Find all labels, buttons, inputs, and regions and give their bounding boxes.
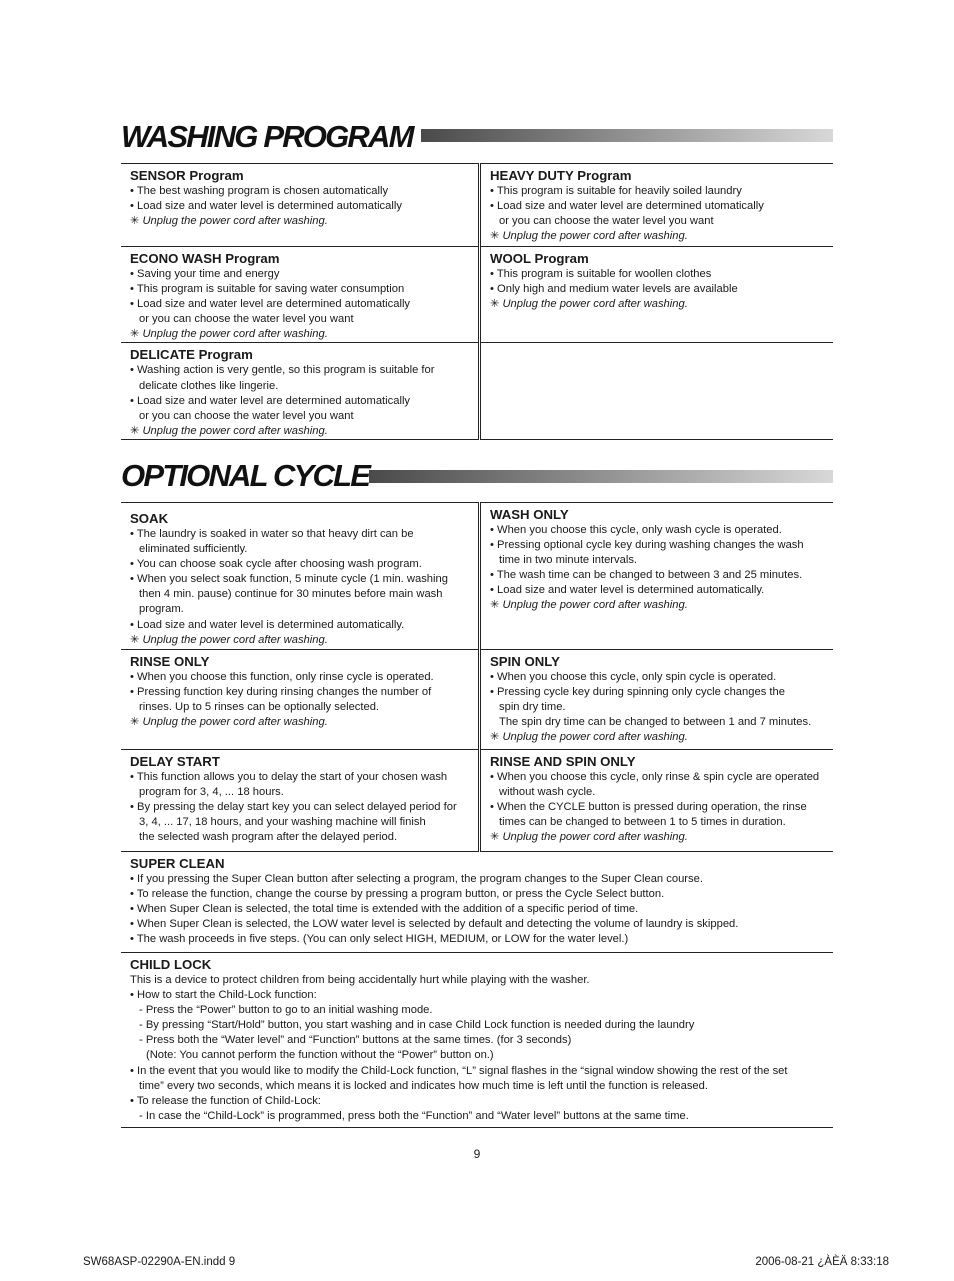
note-line: ✳ Unplug the power cord after washing. xyxy=(130,716,328,729)
optional-cycle-title: OPTIONAL CYCLE xyxy=(121,458,370,493)
note-line: ✳ Unplug the power cord after washing. xyxy=(130,424,328,437)
note-line: ✳ Unplug the power cord after washing. xyxy=(130,215,328,228)
footer-file-name: SW68ASP-02290A-EN.indd 9 xyxy=(83,1256,236,1268)
cell-title: ECONO WASH Program xyxy=(130,251,280,266)
text-line: • When you choose this cycle, only wash cycle is operated. xyxy=(490,524,782,536)
table-row xyxy=(121,650,833,750)
text-line: • Load size and water level are determined utomatically xyxy=(490,200,764,213)
note-line: ✳ Unplug the power cord after washing. xyxy=(490,731,688,744)
cell-title: HEAVY DUTY Program xyxy=(490,168,632,183)
text-line: • When Super Clean is selected, the total time is extended with the addition of a specific period of time. xyxy=(130,903,639,916)
text-line: • The wash proceeds in five steps. (You can only select HIGH, MEDIUM, or LOW for the water level.) xyxy=(130,933,629,946)
text-line: • Load size and water level is determined automatically. xyxy=(130,618,405,631)
program-cell xyxy=(121,164,480,247)
table-row xyxy=(121,503,833,650)
text-line: • This function allows you to delay the start of your chosen wash xyxy=(130,771,448,783)
text-line: • This program is suitable for heavily soiled laundry xyxy=(490,185,742,197)
text-line: • The laundry is soaked in water so that heavy dirt can be xyxy=(130,528,414,540)
cell-title: WOOL Program xyxy=(490,251,589,266)
text-line: • By pressing the delay start key you can select delayed period for xyxy=(130,801,457,814)
table-row xyxy=(121,750,833,852)
cycle-cell xyxy=(480,503,834,650)
cell-title: SENSOR Program xyxy=(130,168,244,183)
text-line: or you can choose the water level you want xyxy=(139,313,354,326)
text-line: • The wash time can be changed to between 3 and 25 minutes. xyxy=(490,569,803,582)
text-line: • Only high and medium water levels are available xyxy=(490,283,738,296)
text-line: time” every two seconds, which means it is locked and indicates how much time is left until the function is released. xyxy=(139,1079,708,1092)
cycle-cell xyxy=(121,650,480,750)
text-line: • You can choose soak cycle after choosing wash program. xyxy=(130,558,422,571)
text-line: • When the CYCLE button is pressed during operation, the rinse xyxy=(490,801,807,814)
cell-title: SOAK xyxy=(130,511,169,526)
text-line: • Pressing function key during rinsing changes the number of xyxy=(130,686,432,699)
child-lock-lines xyxy=(130,973,833,1124)
text-line: without wash cycle. xyxy=(499,786,596,799)
washing-program-header xyxy=(121,116,833,158)
cycle-cell xyxy=(480,650,834,750)
table-row xyxy=(121,247,833,343)
text-line: program. xyxy=(139,603,184,616)
super-clean-lines xyxy=(130,872,833,947)
text-line: • When you choose this cycle, only rinse & spin cycle are operated xyxy=(490,771,820,783)
note-line: ✳ Unplug the power cord after washing. xyxy=(490,230,688,243)
optional-cycle-table xyxy=(121,502,833,852)
text-line: • Pressing cycle key during spinning only cycle changes the xyxy=(490,686,785,699)
washing-program-table xyxy=(121,163,833,440)
text-line: • When you choose this cycle, only spin cycle is operated. xyxy=(490,671,777,683)
washing-program-title: WASHING PROGRAM xyxy=(121,119,413,154)
text-line: This is a device to protect children from being accidentally hurt while playing with the washer. xyxy=(130,974,590,986)
program-cell xyxy=(121,247,480,343)
note-line: ✳ Unplug the power cord after washing. xyxy=(130,328,328,341)
child-lock-section xyxy=(121,953,833,1128)
text-line: • The best washing program is chosen automatically xyxy=(130,185,389,197)
text-line: • How to start the Child-Lock function: xyxy=(130,989,317,1002)
program-cell xyxy=(480,164,834,247)
note-line: ✳ Unplug the power cord after washing. xyxy=(130,633,328,646)
cell-title: RINSE AND SPIN ONLY xyxy=(490,754,636,769)
text-line: • When Super Clean is selected, the LOW water level is selected by default and detecting the volume of laundry is skipped. xyxy=(130,918,739,931)
text-line: the selected wash program after the delayed period. xyxy=(139,831,398,844)
program-cell xyxy=(121,343,480,439)
note-line: ✳ Unplug the power cord after washing. xyxy=(490,599,688,612)
cell-title: SPIN ONLY xyxy=(490,654,560,669)
text-line: program for 3, 4, ... 18 hours. xyxy=(139,786,284,799)
super-clean-section xyxy=(121,852,833,953)
text-line: • When you select soak function, 5 minute cycle (1 min. washing xyxy=(130,573,448,586)
text-line: The spin dry time can be changed to between 1 and 7 minutes. xyxy=(499,716,812,729)
text-line: • Washing action is very gentle, so this program is suitable for xyxy=(130,364,435,377)
washing-program-bar xyxy=(421,129,833,142)
cell-title: RINSE ONLY xyxy=(130,654,210,669)
text-line: - In case the “Child-Lock” is programmed, press both the “Function” and “Water level” buttons at the same time. xyxy=(139,1109,689,1122)
text-line: 3, 4, ... 17, 18 hours, and your washing machine will finish xyxy=(139,816,426,829)
text-line: eliminated sufficiently. xyxy=(139,543,248,556)
cell-title: WASH ONLY xyxy=(490,507,569,522)
cycle-cell xyxy=(121,750,480,852)
text-line: rinses. Up to 5 rinses can be optionally selected. xyxy=(139,701,380,714)
note-line: ✳ Unplug the power cord after washing. xyxy=(490,298,688,311)
table-row xyxy=(121,343,833,439)
page-number: 9 xyxy=(473,1147,481,1161)
cycle-cell xyxy=(121,503,480,650)
text-line: - Press both the “Water level” and “Function” buttons at the same times. (for 3 seconds) xyxy=(139,1034,572,1047)
note-line: ✳ Unplug the power cord after washing. xyxy=(490,831,688,844)
text-line: • In the event that you would like to modify the Child-Lock function, “L” signal flashes in the “signal window showing the rest of the set xyxy=(130,1064,788,1077)
text-line: • Load size and water level is determined automatically xyxy=(130,200,402,213)
text-line: • This program is suitable for saving water consumption xyxy=(130,283,405,296)
text-line: then 4 min. pause) continue for 30 minutes before main wash xyxy=(139,588,443,601)
text-line: • Saving your time and energy xyxy=(130,268,280,280)
text-line: • When you choose this function, only rinse cycle is operated. xyxy=(130,671,434,683)
footer-timestamp: 2006-08-21 ¿ÀÈÄ 8:33:18 xyxy=(755,1256,889,1268)
text-line: • This program is suitable for woollen clothes xyxy=(490,268,712,280)
text-line: • Load size and water level are determined automatically xyxy=(130,394,411,407)
text-line: • Load size and water level are determined automatically xyxy=(130,298,411,311)
child-lock-inner xyxy=(121,953,833,1124)
super-clean-title: SUPER CLEAN xyxy=(130,856,225,871)
program-cell xyxy=(480,247,834,343)
text-line: • Load size and water level is determined automatically. xyxy=(490,584,765,597)
child-lock-title: CHILD LOCK xyxy=(130,957,212,972)
text-line: - By pressing “Start/Hold” button, you start washing and in case Child Lock function is needed during the laundry xyxy=(139,1019,695,1032)
optional-cycle-bar xyxy=(369,470,833,483)
text-line: - Press the “Power” button to go to an initial washing mode. xyxy=(139,1004,433,1017)
text-line: • Pressing optional cycle key during washing changes the wash xyxy=(490,539,804,552)
text-line: • To release the function of Child-Lock: xyxy=(130,1094,321,1107)
text-line: • To release the function, change the course by pressing a program button, or press the Cycle Select button. xyxy=(130,888,665,901)
program-cell xyxy=(480,343,834,439)
text-line: or you can choose the water level you want xyxy=(139,409,354,422)
optional-cycle-header xyxy=(121,455,833,497)
cycle-cell xyxy=(480,750,834,852)
table-row xyxy=(121,164,833,247)
cell-title: DELICATE Program xyxy=(130,347,253,363)
super-clean-inner xyxy=(121,852,833,947)
text-line: times can be changed to between 1 to 5 times in duration. xyxy=(499,816,786,829)
text-line: or you can choose the water level you want xyxy=(499,215,714,228)
text-line: • If you pressing the Super Clean button after selecting a program, the program changes to the Super Clean course. xyxy=(130,873,703,885)
text-line: delicate clothes like lingerie. xyxy=(139,379,279,392)
text-line: spin dry time. xyxy=(499,701,566,714)
text-line: (Note: You cannot perform the function without the “Power” button on.) xyxy=(146,1049,494,1062)
cell-title: DELAY START xyxy=(130,754,220,769)
text-line: time in two minute intervals. xyxy=(499,554,638,567)
